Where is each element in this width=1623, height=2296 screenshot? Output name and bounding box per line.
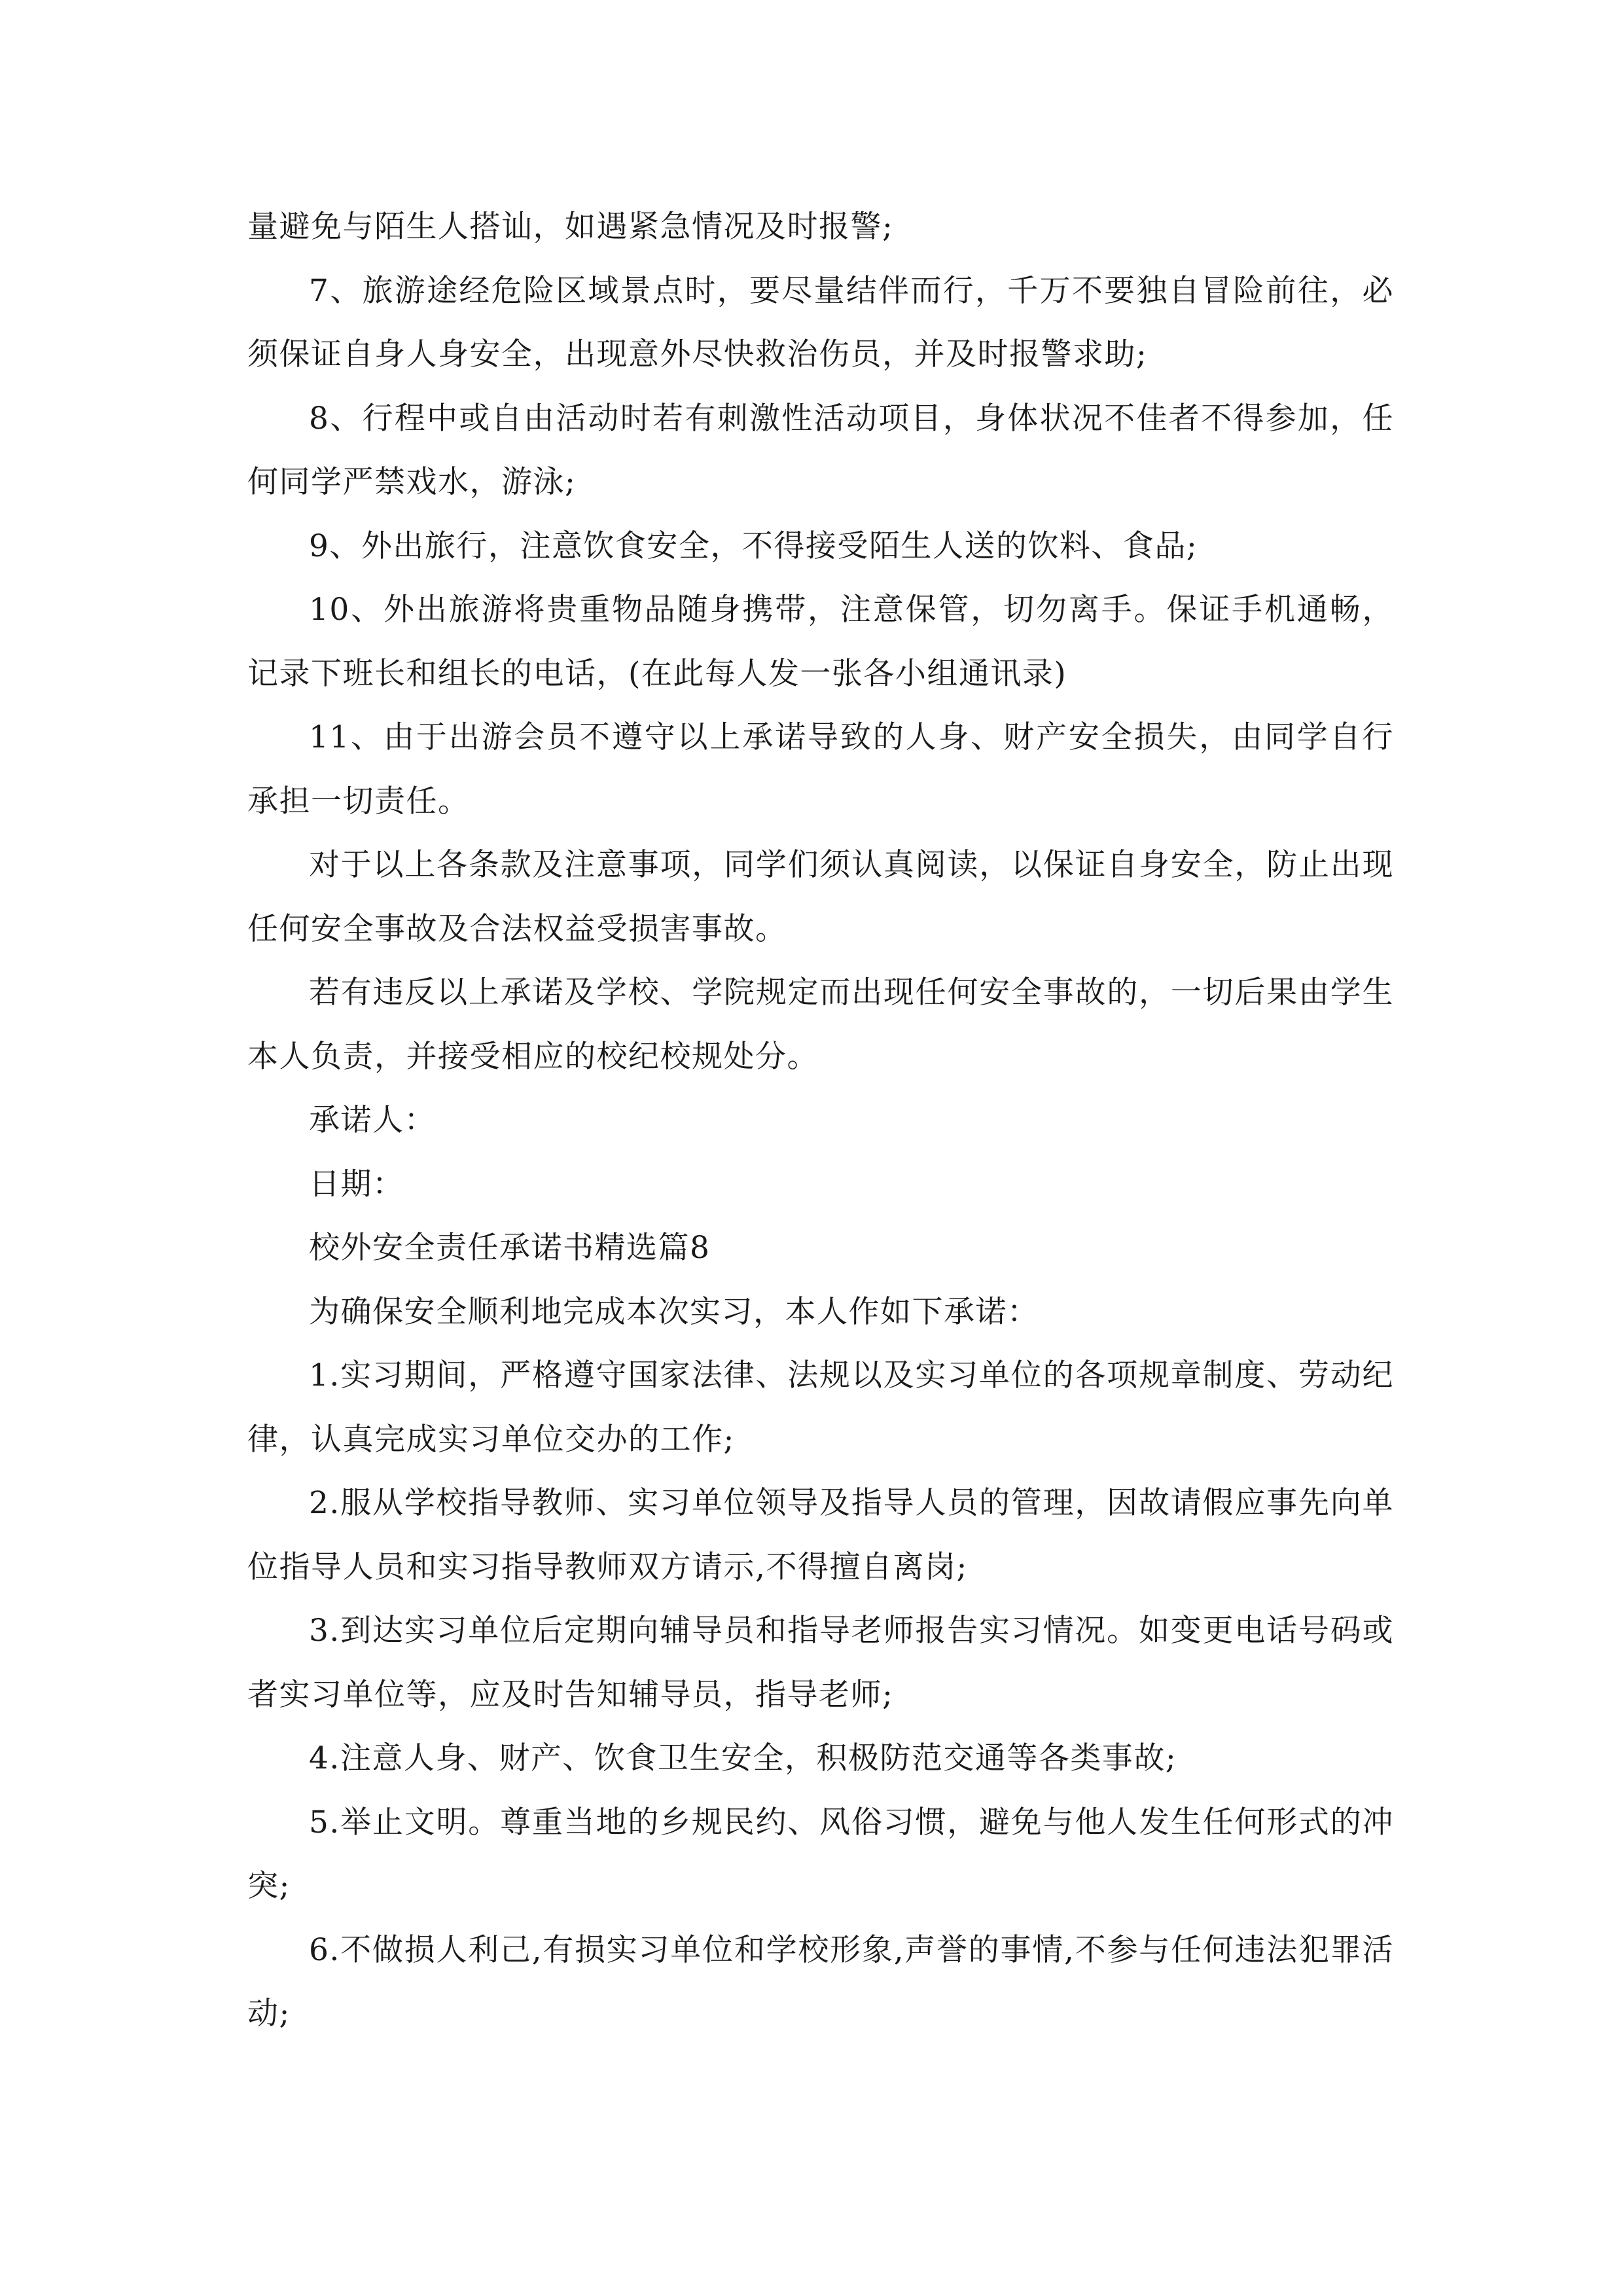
paragraph-item-8: 8、行程中或自由活动时若有刺激性活动项目，身体状况不佳者不得参加，任何同学严禁戏水，游泳; [247,400,1394,500]
paragraph-continuation: 量避免与陌生人搭讪，如遇紧急情况及时报警; [247,209,894,245]
paragraph-intro: 为确保安全顺利地完成本次实习，本人作如下承诺： [309,1293,1039,1330]
paragraph-item-10: 10、外出旅游将贵重物品随身携带，注意保管，切勿离手。保证手机通畅，记录下班长和组长的电话，(在此每人发一张各小组通讯录) [247,592,1394,692]
document-body [247,195,1394,2046]
paragraph-violation: 若有违反以上承诺及学校、学院规定而出现任何安全事故的，一切后果由学生本人负责，并接受相应的校纪校规处分。 [247,975,1394,1075]
paragraph-notice: 对于以上各条款及注意事项，同学们须认真阅读，以保证自身安全，防止出现任何安全事故及合法权益受损害事故。 [247,847,1394,947]
signature-label: 承诺人： [309,1102,436,1138]
paragraph-pledge-5: 5.举止文明。尊重当地的乡规民约、风俗习惯，避免与他人发生任何形式的冲突; [247,1804,1394,1904]
paragraph-pledge-4: 4.注意人身、财产、饮食卫生安全，积极防范交通等各类事故; [309,1740,1177,1776]
date-label: 日期： [309,1166,404,1202]
paragraph-pledge-2: 2.服从学校指导教师、实习单位领导及指导人员的管理，因故请假应事先向单位指导人员和实习指导教师双方请示,不得擅自离岗; [247,1485,1394,1585]
paragraph-pledge-1: 1.实习期间，严格遵守国家法律、法规以及实习单位的各项规章制度、劳动纪律，认真完成实习单位交办的工作; [247,1357,1394,1458]
paragraph-item-11: 11、由于出游会员不遵守以上承诺导致的人身、财产安全损失，由同学自行承担一切责任。 [247,719,1394,819]
paragraph-pledge-6: 6.不做损人利己,有损实习单位和学校形象,声誉的事情,不参与任何违法犯罪活动; [247,1931,1394,2032]
paragraph-pledge-3: 3.到达实习单位后定期向辅导员和指导老师报告实习情况。如变更电话号码或者实习单位等，应及时告知辅导员，指导老师; [247,1613,1394,1713]
paragraph-item-9: 9、外出旅行，注意饮食安全，不得接受陌生人送的饮料、食品; [309,528,1198,564]
paragraph-item-7: 7、旅游途经危险区域景点时，要尽量结伴而行，千万不要独自冒险前往，必须保证自身人身安全，出现意外尽快救治伤员，并及时报警求助; [247,272,1394,372]
section-heading: 校外安全责任承诺书精选篇8 [309,1230,711,1266]
